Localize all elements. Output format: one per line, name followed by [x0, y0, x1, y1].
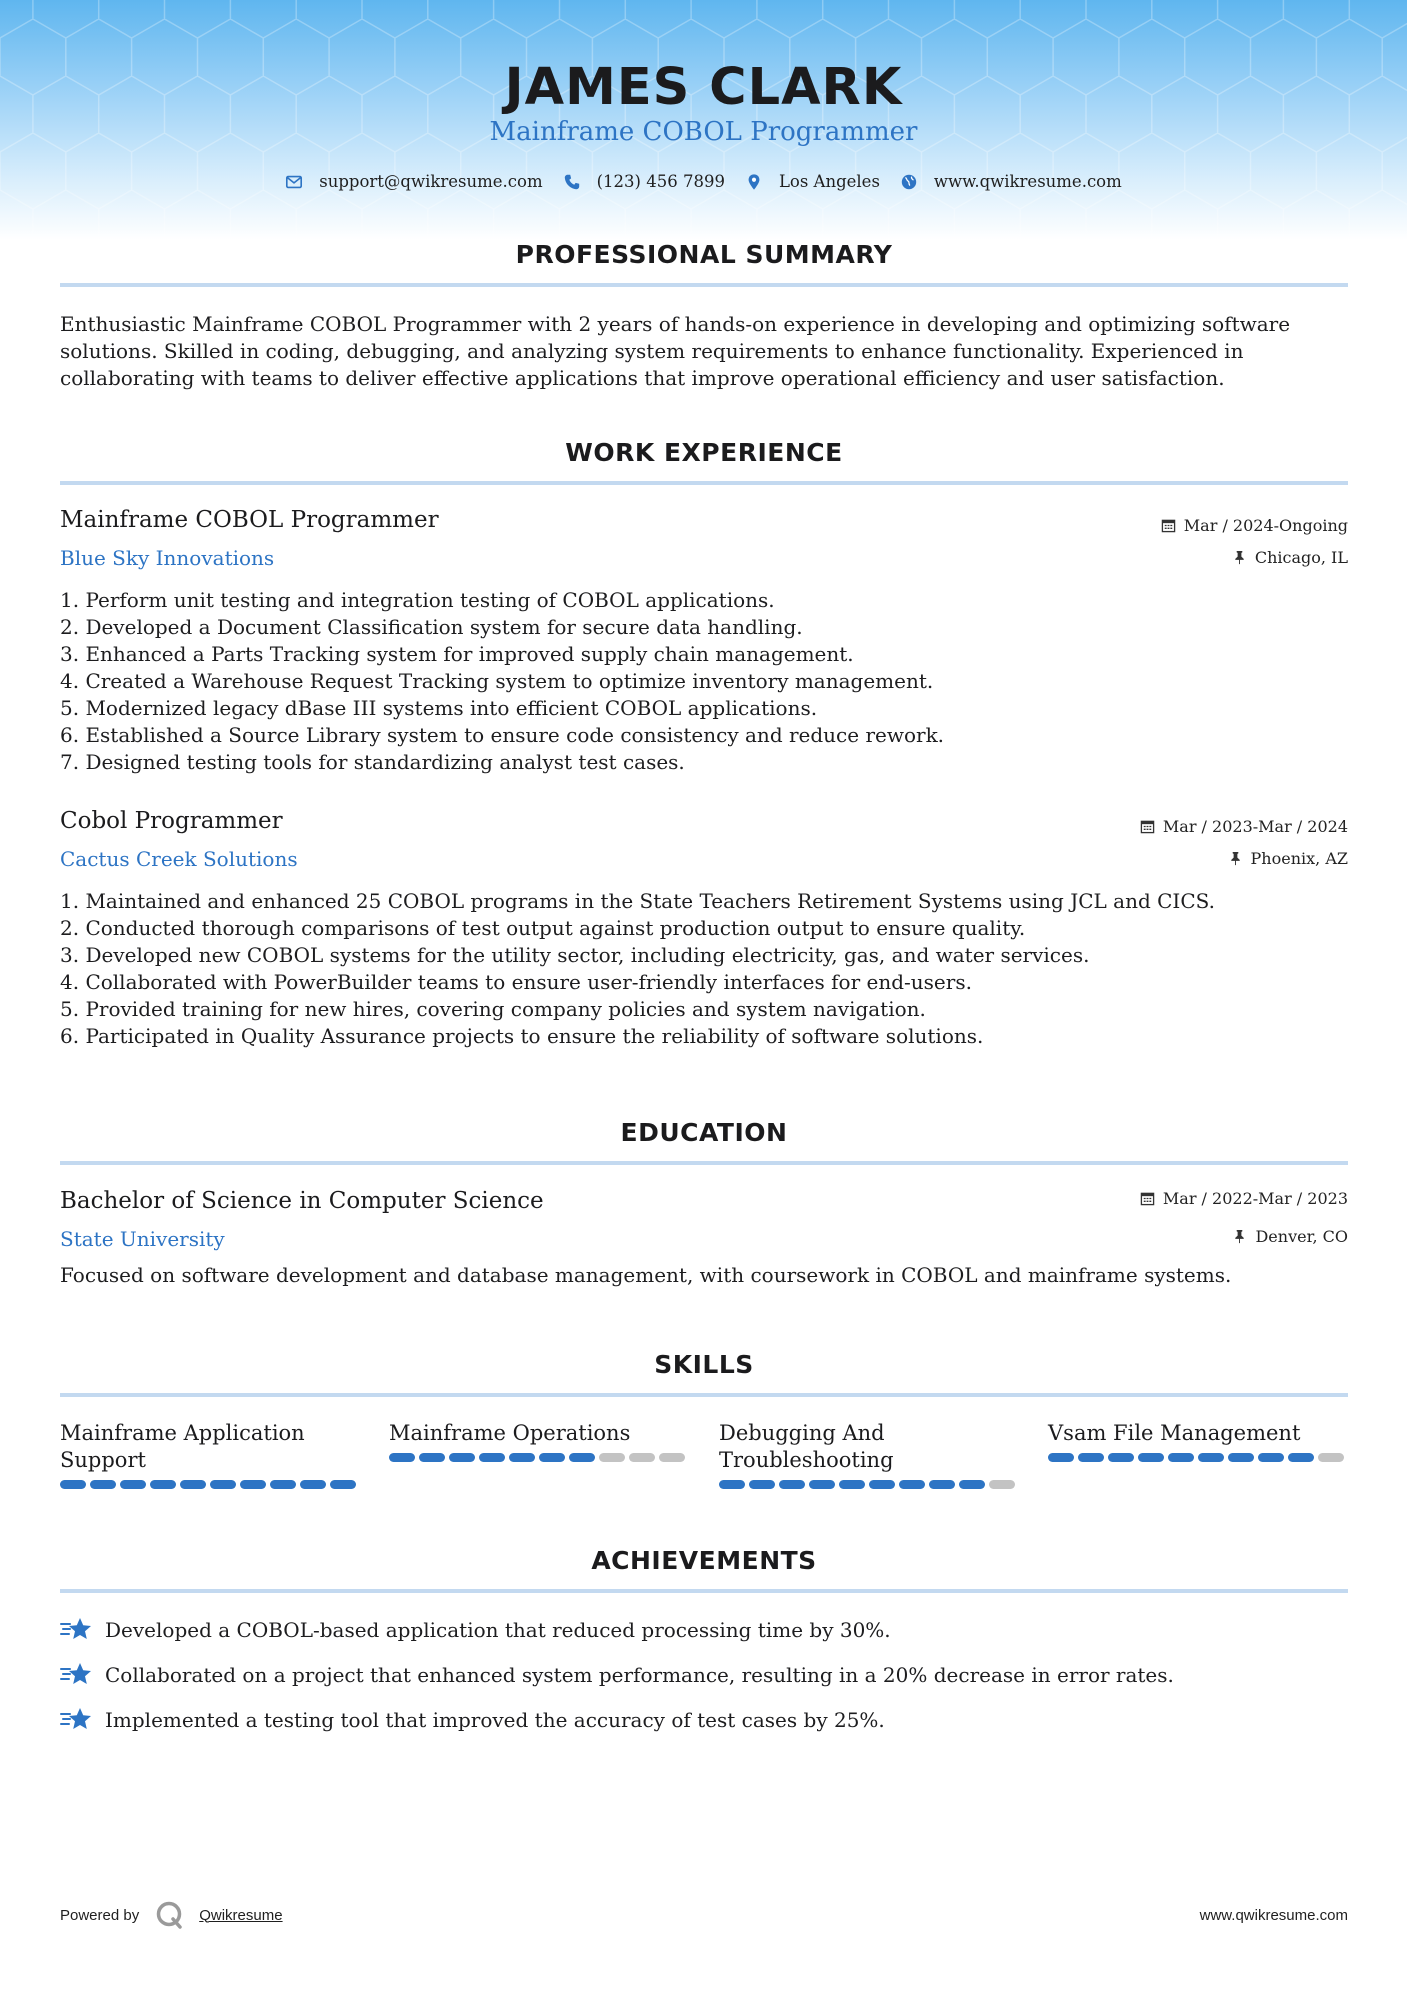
skill-rating [1048, 1453, 1348, 1462]
skill-dot [449, 1453, 475, 1462]
job-title: Mainframe COBOL Programmer [60, 507, 439, 533]
footer-powered-by [60, 1900, 283, 1930]
skill-dot [479, 1453, 505, 1462]
summary-heading: PROFESSIONAL SUMMARY [515, 240, 893, 269]
job-bullet: 5. Provided training for new hires, covering company policies and system navigation. [60, 997, 926, 1021]
skill-dot [1198, 1453, 1224, 1462]
candidate-name: JAMES CLARK [504, 58, 903, 117]
star-icon [60, 1616, 92, 1644]
education-description: Focused on software development and database management, with coursework in COBOL and mainframe systems. [60, 1263, 1232, 1287]
skills-heading: SKILLS [654, 1350, 754, 1379]
skill-dot [629, 1453, 655, 1462]
skill-dot [899, 1480, 925, 1489]
skill-name: Mainframe Operations [389, 1421, 631, 1445]
contact-phone[interactable] [563, 172, 725, 191]
skill-dot [539, 1453, 565, 1462]
contact-website-text: www.qwikresume.com [933, 172, 1122, 191]
achievements-divider [60, 1589, 1348, 1593]
skill-rating [60, 1480, 360, 1489]
job-company: Blue Sky Innovations [60, 546, 275, 570]
powered-by-label: Powered by [60, 1906, 140, 1924]
achievement-text: Developed a COBOL-based application that reduced processing time by 30%. [105, 1618, 891, 1642]
skill-dot [1258, 1453, 1284, 1462]
skill-dot [120, 1480, 146, 1489]
location-pin-icon [745, 173, 763, 191]
achievement-text: Collaborated on a project that enhanced system performance, resulting in a 20% decrease in error rates. [105, 1663, 1174, 1687]
job-dates-text: Mar / 2024-Ongoing [1183, 516, 1348, 535]
skill-dot [1138, 1453, 1164, 1462]
experience-divider [60, 481, 1348, 485]
job-bullet: 5. Modernized legacy dBase III systems into efficient COBOL applications. [60, 696, 818, 720]
contact-location [745, 172, 880, 191]
skill-dot [809, 1480, 835, 1489]
education-degree: Bachelor of Science in Computer Science [60, 1188, 544, 1214]
achievement-item [60, 1706, 885, 1734]
job-bullet: 1. Maintained and enhanced 25 COBOL programs in the State Teachers Retirement Systems using JCL and CICS. [60, 889, 1215, 913]
job-bullet: 6. Participated in Quality Assurance projects to ensure the reliability of software solutions. [60, 1024, 984, 1048]
contact-email[interactable] [285, 172, 542, 191]
job-location-text: Chicago, IL [1254, 548, 1348, 567]
education-heading: EDUCATION [620, 1118, 788, 1147]
skill-dot [60, 1480, 86, 1489]
achievements-heading: ACHIEVEMENTS [591, 1546, 817, 1575]
job-bullet: 7. Designed testing tools for standardizing analyst test cases. [60, 750, 685, 774]
skill-name: Mainframe Application Support [60, 1421, 305, 1472]
skill-dot [1288, 1453, 1314, 1462]
skill-dot [1048, 1453, 1074, 1462]
education-location [1232, 1227, 1348, 1246]
skill-dot [150, 1480, 176, 1489]
summary-text: Enthusiastic Mainframe COBOL Programmer with 2 years of hands-on experience in developing and optimizing software solutions. Skilled in coding, debugging, and analyzing system requirements to enhance functionality. Experienced in collaborating with teams to deliver effective applications that improve operational efficiency and user satisfaction. [60, 312, 1291, 390]
skill-dot [599, 1453, 625, 1462]
contact-location-text: Los Angeles [778, 172, 880, 191]
globe-icon [900, 173, 918, 191]
calendar-icon [1161, 518, 1176, 533]
skill-rating [719, 1480, 1019, 1489]
skill-dot [779, 1480, 805, 1489]
skill-dot [959, 1480, 985, 1489]
job-dates [1161, 516, 1348, 535]
education-divider [60, 1161, 1348, 1165]
skill-dot [659, 1453, 685, 1462]
star-icon [60, 1706, 92, 1734]
skill-dot [210, 1480, 236, 1489]
qwikresume-link[interactable]: Qwikresume [199, 1906, 283, 1924]
education-dates [1140, 1189, 1348, 1208]
skill-name: Vsam File Management [1048, 1421, 1301, 1445]
job-company: Cactus Creek Solutions [60, 847, 298, 871]
pushpin-icon [1232, 1229, 1247, 1244]
job-dates-text: Mar / 2023-Mar / 2024 [1162, 817, 1348, 836]
contact-email-text: support@qwikresume.com [319, 172, 543, 191]
job-bullet: 3. Developed new COBOL systems for the utility sector, including electricity, gas, and water services. [60, 943, 1090, 967]
job-bullet: 3. Enhanced a Parts Tracking system for improved supply chain management. [60, 642, 854, 666]
contact-phone-text: (123) 456 7899 [596, 172, 725, 191]
job-bullet: 6. Established a Source Library system to ensure code consistency and reduce rework. [60, 723, 945, 747]
skill-item [1048, 1420, 1348, 1462]
experience-heading: WORK EXPERIENCE [565, 438, 843, 467]
email-icon [285, 173, 303, 191]
star-icon [60, 1661, 92, 1689]
education-location-text: Denver, CO [1255, 1227, 1348, 1246]
summary-divider [60, 283, 1348, 287]
contact-website[interactable] [900, 172, 1122, 191]
skill-dot [300, 1480, 326, 1489]
job-location [1228, 849, 1348, 868]
skill-rating [389, 1453, 689, 1462]
job-bullet: 4. Created a Warehouse Request Tracking system to optimize inventory management. [60, 669, 934, 693]
skill-dot [929, 1480, 955, 1489]
pushpin-icon [1228, 851, 1243, 866]
job-title: Cobol Programmer [60, 808, 283, 834]
skill-dot [509, 1453, 535, 1462]
job-bullet: 4. Collaborated with PowerBuilder teams to ensure user-friendly interfaces for end-users. [60, 970, 972, 994]
skill-dot [1078, 1453, 1104, 1462]
education-dates-text: Mar / 2022-Mar / 2023 [1162, 1189, 1348, 1208]
skill-dot [90, 1480, 116, 1489]
job-bullets [60, 587, 944, 776]
skill-name: Debugging And Troubleshooting [719, 1421, 894, 1472]
skill-dot [719, 1480, 745, 1489]
skill-dot [1318, 1453, 1344, 1462]
skill-dot [749, 1480, 775, 1489]
pushpin-icon [1232, 550, 1247, 565]
skill-dot [1168, 1453, 1194, 1462]
education-school: State University [60, 1227, 225, 1251]
achievement-text: Implemented a testing tool that improved the accuracy of test cases by 25%. [105, 1708, 885, 1732]
job-location [1232, 548, 1348, 567]
skill-dot [839, 1480, 865, 1489]
skill-item [719, 1420, 1019, 1489]
job-bullet: 2. Conducted thorough comparisons of test output against production output to ensure quality. [60, 916, 1026, 940]
contact-bar [0, 172, 1407, 191]
calendar-icon [1140, 819, 1155, 834]
candidate-role: Mainframe COBOL Programmer [489, 117, 918, 147]
skill-dot [1228, 1453, 1254, 1462]
job-bullet: 2. Developed a Document Classification system for secure data handling. [60, 615, 803, 639]
skill-item [60, 1420, 360, 1489]
skill-item [389, 1420, 689, 1462]
skill-dot [389, 1453, 415, 1462]
skill-dot [1108, 1453, 1134, 1462]
phone-icon [563, 173, 581, 191]
job-dates [1140, 817, 1348, 836]
qwikresume-logo-icon [155, 1900, 185, 1930]
skill-dot [270, 1480, 296, 1489]
skill-dot [989, 1480, 1015, 1489]
skill-dot [180, 1480, 206, 1489]
skill-dot [330, 1480, 356, 1489]
job-bullets [60, 888, 1215, 1050]
skill-dot [240, 1480, 266, 1489]
job-location-text: Phoenix, AZ [1250, 849, 1348, 868]
calendar-icon [1140, 1191, 1155, 1206]
skill-dot [419, 1453, 445, 1462]
achievement-item [60, 1616, 891, 1644]
footer-website[interactable]: www.qwikresume.com [1199, 1907, 1348, 1924]
skill-dot [869, 1480, 895, 1489]
skill-dot [569, 1453, 595, 1462]
achievement-item [60, 1661, 1174, 1689]
skills-divider [60, 1393, 1348, 1397]
job-bullet: 1. Perform unit testing and integration testing of COBOL applications. [60, 588, 775, 612]
